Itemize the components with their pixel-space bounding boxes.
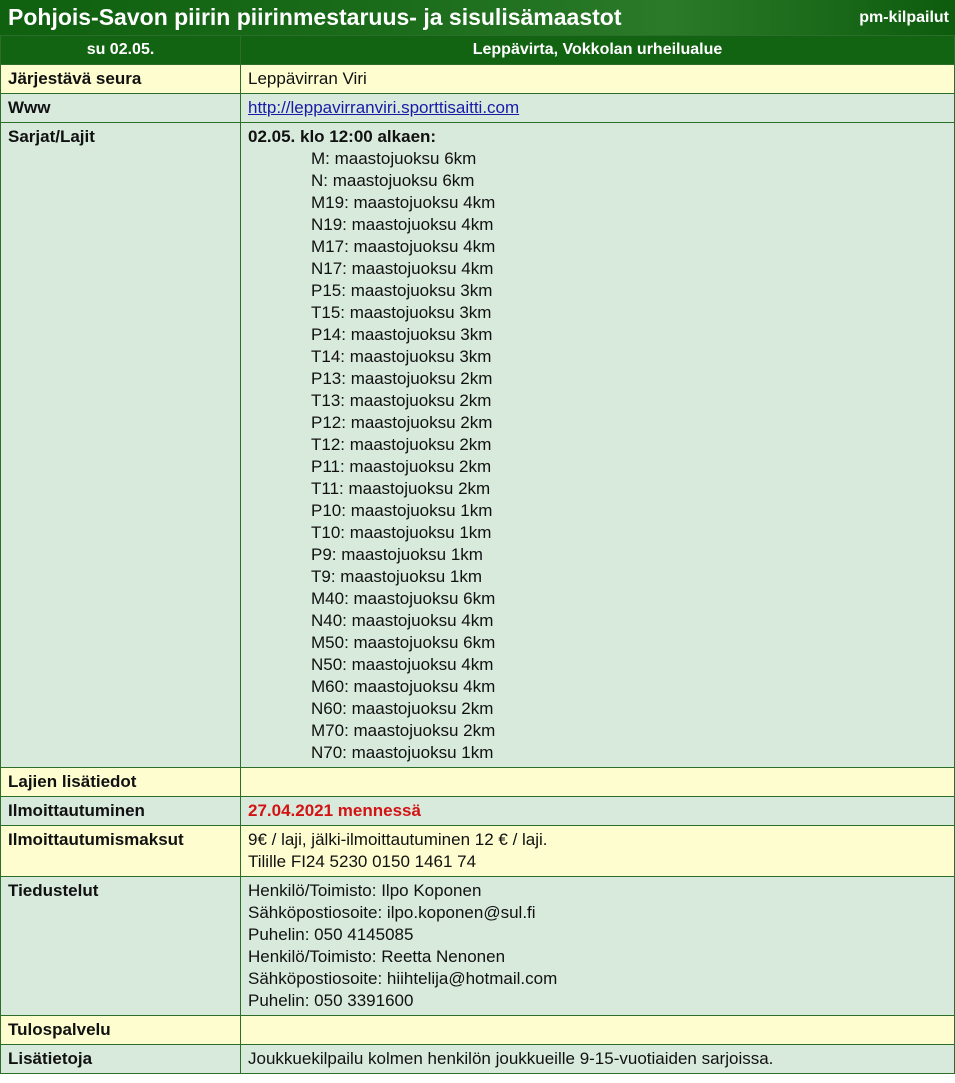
additional-value: Joukkuekilpailu kolmen henkilön joukkueille 9-15-vuotiaiden sarjoissa. bbox=[241, 1045, 955, 1074]
registration-label: Ilmoittautuminen bbox=[1, 797, 241, 826]
series-item: M: maastojuoksu 6km bbox=[311, 149, 477, 168]
series-item: N40: maastojuoksu 4km bbox=[311, 611, 494, 630]
extra-info-label: Lajien lisätiedot bbox=[1, 768, 241, 797]
extra-info-value bbox=[241, 768, 955, 797]
row-additional bbox=[1, 1045, 955, 1074]
series-item: M19: maastojuoksu 4km bbox=[311, 193, 496, 212]
row-series bbox=[1, 123, 955, 768]
series-item: M17: maastojuoksu 4km bbox=[311, 237, 496, 256]
series-item: P13: maastojuoksu 2km bbox=[311, 369, 493, 388]
event-date: su 02.05. bbox=[1, 36, 241, 65]
series-item: P9: maastojuoksu 1km bbox=[311, 545, 483, 564]
series-item: M40: maastojuoksu 6km bbox=[311, 589, 496, 608]
series-item: N70: maastojuoksu 1km bbox=[311, 743, 494, 762]
series-item: N19: maastojuoksu 4km bbox=[311, 215, 494, 234]
series-item: N: maastojuoksu 6km bbox=[311, 171, 475, 190]
row-www bbox=[1, 94, 955, 123]
fees-label: Ilmoittautumismaksut bbox=[1, 826, 241, 877]
series-item: T15: maastojuoksu 3km bbox=[311, 303, 492, 322]
registration-deadline: 27.04.2021 mennessä bbox=[241, 797, 955, 826]
contact-line: Puhelin: 050 4145085 bbox=[248, 925, 414, 944]
series-item: T13: maastojuoksu 2km bbox=[311, 391, 492, 410]
title-bar bbox=[0, 0, 955, 35]
series-item: M50: maastojuoksu 6km bbox=[311, 633, 496, 652]
row-extra-info bbox=[1, 768, 955, 797]
series-item: P10: maastojuoksu 1km bbox=[311, 501, 493, 520]
contact-line: Henkilö/Toimisto: Reetta Nenonen bbox=[248, 947, 506, 966]
series-item: P12: maastojuoksu 2km bbox=[311, 413, 493, 432]
series-item: T10: maastojuoksu 1km bbox=[311, 523, 492, 542]
series-item: T12: maastojuoksu 2km bbox=[311, 435, 492, 454]
row-registration bbox=[1, 797, 955, 826]
event-details-table bbox=[0, 35, 955, 1074]
results-value bbox=[241, 1016, 955, 1045]
series-item: M60: maastojuoksu 4km bbox=[311, 677, 496, 696]
inquiries-cell bbox=[241, 877, 955, 1016]
page-title: Pohjois-Savon piirin piirinmestaruus- ja sisulisämaastot bbox=[8, 4, 622, 30]
organizer-label: Järjestävä seura bbox=[1, 65, 241, 94]
series-item: T9: maastojuoksu 1km bbox=[311, 567, 483, 586]
series-item: N17: maastojuoksu 4km bbox=[311, 259, 494, 278]
inquiries-label: Tiedustelut bbox=[1, 877, 241, 1016]
organizer-value: Leppävirran Viri bbox=[241, 65, 955, 94]
contact-line: Sähköpostiosoite: hiihtelija@hotmail.com bbox=[248, 969, 558, 988]
contact-line: Henkilö/Toimisto: Ilpo Koponen bbox=[248, 881, 482, 900]
www-label: Www bbox=[1, 94, 241, 123]
results-label: Tulospalvelu bbox=[1, 1016, 241, 1045]
contact-line: Sähköpostiosoite: ilpo.koponen@sul.fi bbox=[248, 903, 536, 922]
fees-cell bbox=[241, 826, 955, 877]
event-header-row bbox=[1, 36, 955, 65]
row-organizer bbox=[1, 65, 955, 94]
series-item: P15: maastojuoksu 3km bbox=[311, 281, 493, 300]
category-badge: pm-kilpailut bbox=[859, 8, 949, 26]
series-item: T14: maastojuoksu 3km bbox=[311, 347, 492, 366]
series-item: T11: maastojuoksu 2km bbox=[311, 479, 491, 498]
fees-account: Tilille FI24 5230 0150 1461 74 bbox=[248, 852, 477, 871]
www-cell bbox=[241, 94, 955, 123]
series-start-time: 02.05. klo 12:00 alkaen: bbox=[248, 127, 437, 146]
series-cell bbox=[241, 123, 955, 768]
row-fees bbox=[1, 826, 955, 877]
row-inquiries bbox=[1, 877, 955, 1016]
additional-label: Lisätietoja bbox=[1, 1045, 241, 1074]
series-item: P11: maastojuoksu 2km bbox=[311, 457, 492, 476]
series-label: Sarjat/Lajit bbox=[1, 123, 241, 768]
series-item: M70: maastojuoksu 2km bbox=[311, 721, 496, 740]
series-list bbox=[248, 148, 947, 764]
event-location: Leppävirta, Vokkolan urheilualue bbox=[241, 36, 955, 65]
series-item: N60: maastojuoksu 2km bbox=[311, 699, 494, 718]
row-results bbox=[1, 1016, 955, 1045]
contact-line: Puhelin: 050 3391600 bbox=[248, 991, 414, 1010]
website-link[interactable]: http://leppavirranviri.sporttisaitti.com bbox=[248, 98, 520, 117]
fees-line: 9€ / laji, jälki-ilmoittautuminen 12 € / laji. bbox=[248, 830, 548, 849]
series-item: N50: maastojuoksu 4km bbox=[311, 655, 494, 674]
series-item: P14: maastojuoksu 3km bbox=[311, 325, 493, 344]
